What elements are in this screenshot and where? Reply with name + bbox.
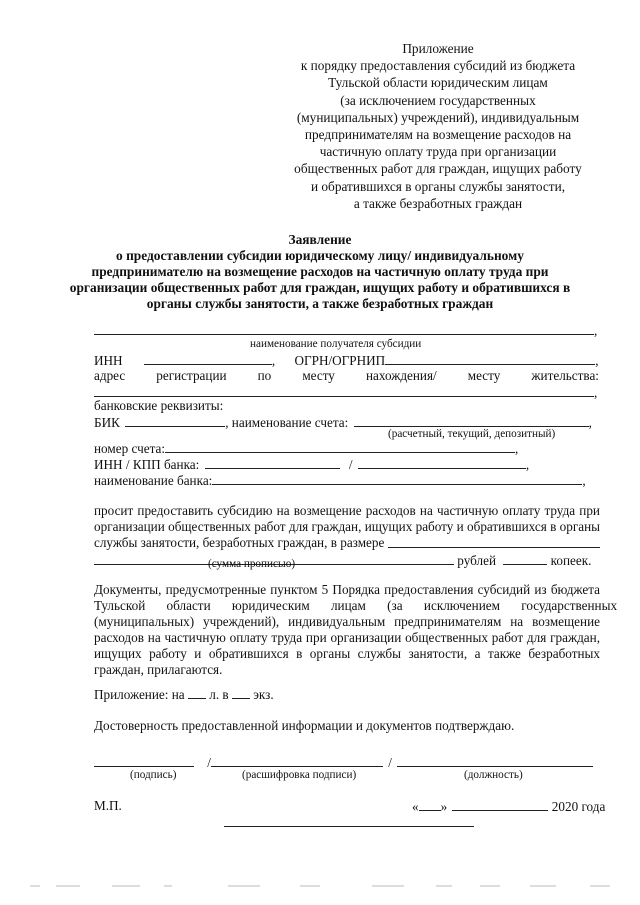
title-line: организации общественных работ для граждан, ищущих работу и обратившихся в [69, 280, 571, 295]
title-line: о предоставлении субсидии юридическому лицу/ индивидуальному [116, 248, 524, 263]
account-number-row: номер счета: , [94, 441, 519, 456]
account-name-label: , наименование счета: [225, 415, 349, 430]
appendix-line: (за исключением государственных [340, 92, 536, 108]
bik-label: БИК [94, 415, 120, 430]
appendix-line: Тульской области юридическим лицам [328, 75, 548, 91]
bank-details-label: банковские реквизиты: [94, 398, 224, 413]
appendix-line: Приложение [402, 41, 474, 56]
address-word: месту [467, 368, 501, 383]
address-word: по [257, 368, 272, 383]
documents-line: ищущих работу и обратившихся в органы службы занятости, а также безработных [94, 646, 600, 661]
inn-field[interactable] [144, 352, 272, 365]
address-word: жительства: [531, 368, 599, 383]
position-hint: (должность) [464, 769, 523, 781]
request-paragraph [94, 503, 600, 551]
account-number-field[interactable] [165, 440, 515, 453]
signature-field[interactable] [94, 754, 194, 767]
kopecks-field[interactable] [503, 552, 547, 565]
bank-name-field[interactable] [212, 472, 582, 485]
recipient-row: , [94, 322, 599, 339]
appendix-line: частичную оплату труда при организации [319, 144, 557, 160]
inn-label: ИНН [94, 353, 123, 368]
date-month-field[interactable] [452, 798, 548, 811]
recipient-hint: наименование получателя субсидии [250, 338, 422, 350]
account-name-field[interactable] [354, 414, 589, 427]
document-title [0, 232, 640, 312]
ogrn-field[interactable] [385, 352, 595, 365]
date-year: 2020 года [551, 799, 606, 814]
position-field[interactable] [397, 754, 593, 767]
documents-line: расходов на частичную оплату труда при организации общественных работ для граждан, [94, 630, 600, 645]
account-number-label: номер счета: [94, 441, 166, 456]
appendix-header [268, 40, 608, 212]
amount-field[interactable] [388, 535, 600, 548]
date-block: « » 2020 года [412, 799, 606, 814]
date-day-field[interactable] [419, 798, 441, 811]
bank-kpp-field[interactable] [358, 456, 526, 469]
documents-line: Документы, предусмотренные пунктом 5 Порядка предоставления субсидий из бюджета [94, 582, 600, 597]
bank-inn-field[interactable] [205, 456, 340, 469]
request-line: просит предоставить субсидию на возмещение расходов на частичную оплату труда при [94, 503, 600, 518]
scan-artifacts [0, 884, 640, 888]
appendix-line: предпринимателям на возмещение расходов на [304, 127, 572, 143]
ogrn-label: ОГРН/ОГРНИП [294, 353, 386, 368]
bank-name-row: наименование банка: , [94, 473, 586, 488]
bank-name-label: наименование банка: [94, 473, 213, 488]
documents-line: Тульской области юридическим лицам (за исключением государственных [94, 598, 618, 613]
stamp-date-row [94, 798, 606, 814]
attachment-row: Приложение: на л. в экз. [94, 687, 274, 702]
inn-ogrn-row: ИНН , ОГРН/ОГРНИП , [94, 353, 599, 368]
title-line: предпринимателю на возмещение расходов на частичную оплату труда при [91, 264, 549, 279]
request-amount-row: службы занятости, безработных граждан, в размере [94, 535, 600, 551]
stamp-label: М.П. [94, 798, 122, 813]
inn-kpp-label: ИНН / КПП банка: [94, 457, 200, 472]
signature-row: / / [94, 754, 599, 771]
rubles-label: рублей [457, 553, 497, 568]
account-type-hint: (расчетный, текущий, депозитный) [388, 428, 556, 440]
appendix-line: (муниципальных) учреждений), индивидуальным [296, 109, 580, 125]
appendix-line: а также безработных граждан [353, 195, 523, 211]
kopecks-label: копеек. [550, 553, 592, 568]
appendix-line: к порядку предоставления субсидий из бюджета [300, 58, 576, 74]
decode-hint: (расшифровка подписи) [242, 769, 357, 781]
title-heading: Заявление [288, 232, 352, 247]
request-line: организации общественных работ для граждан, ищущих работу и обратившихся в органы [94, 519, 600, 534]
rubles-row [94, 552, 599, 569]
appendix-line: общественных работ для граждан, ищущих работу [294, 161, 582, 177]
address-word: регистрации [156, 368, 227, 383]
bottom-rule [224, 826, 474, 827]
documents-line: (муниципальных) учреждений), индивидуальным предпринимателям на возмещение [94, 614, 600, 629]
confirmation-text: Достоверность предоставленной информации и документов подтверждаю. [94, 718, 515, 733]
appendix-line: и обратившихся в органы службы занятости, [310, 178, 566, 194]
title-line: органы службы занятости, а также безработных граждан [146, 296, 494, 311]
address-field-row: , [94, 384, 599, 401]
address-word: нахождения/ [365, 368, 437, 383]
attachment-pages-field[interactable] [188, 686, 206, 699]
inn-kpp-row: ИНН / КПП банка: / , [94, 457, 530, 472]
address-word: месту [302, 368, 335, 383]
documents-line: граждан, прилагаются. [94, 662, 223, 677]
address-row [94, 368, 599, 384]
sum-hint: (сумма прописью) [208, 558, 296, 570]
signature-hint: (подпись) [130, 769, 177, 781]
bik-row: БИК , наименование счета: , [94, 415, 592, 430]
recipient-name-field[interactable] [94, 322, 594, 335]
signature-decode-field[interactable] [211, 754, 383, 767]
bik-field[interactable] [125, 414, 225, 427]
attachment-copies-field[interactable] [232, 686, 250, 699]
address-word: адрес [94, 368, 126, 383]
address-field[interactable] [94, 384, 594, 397]
documents-paragraph [94, 582, 618, 678]
